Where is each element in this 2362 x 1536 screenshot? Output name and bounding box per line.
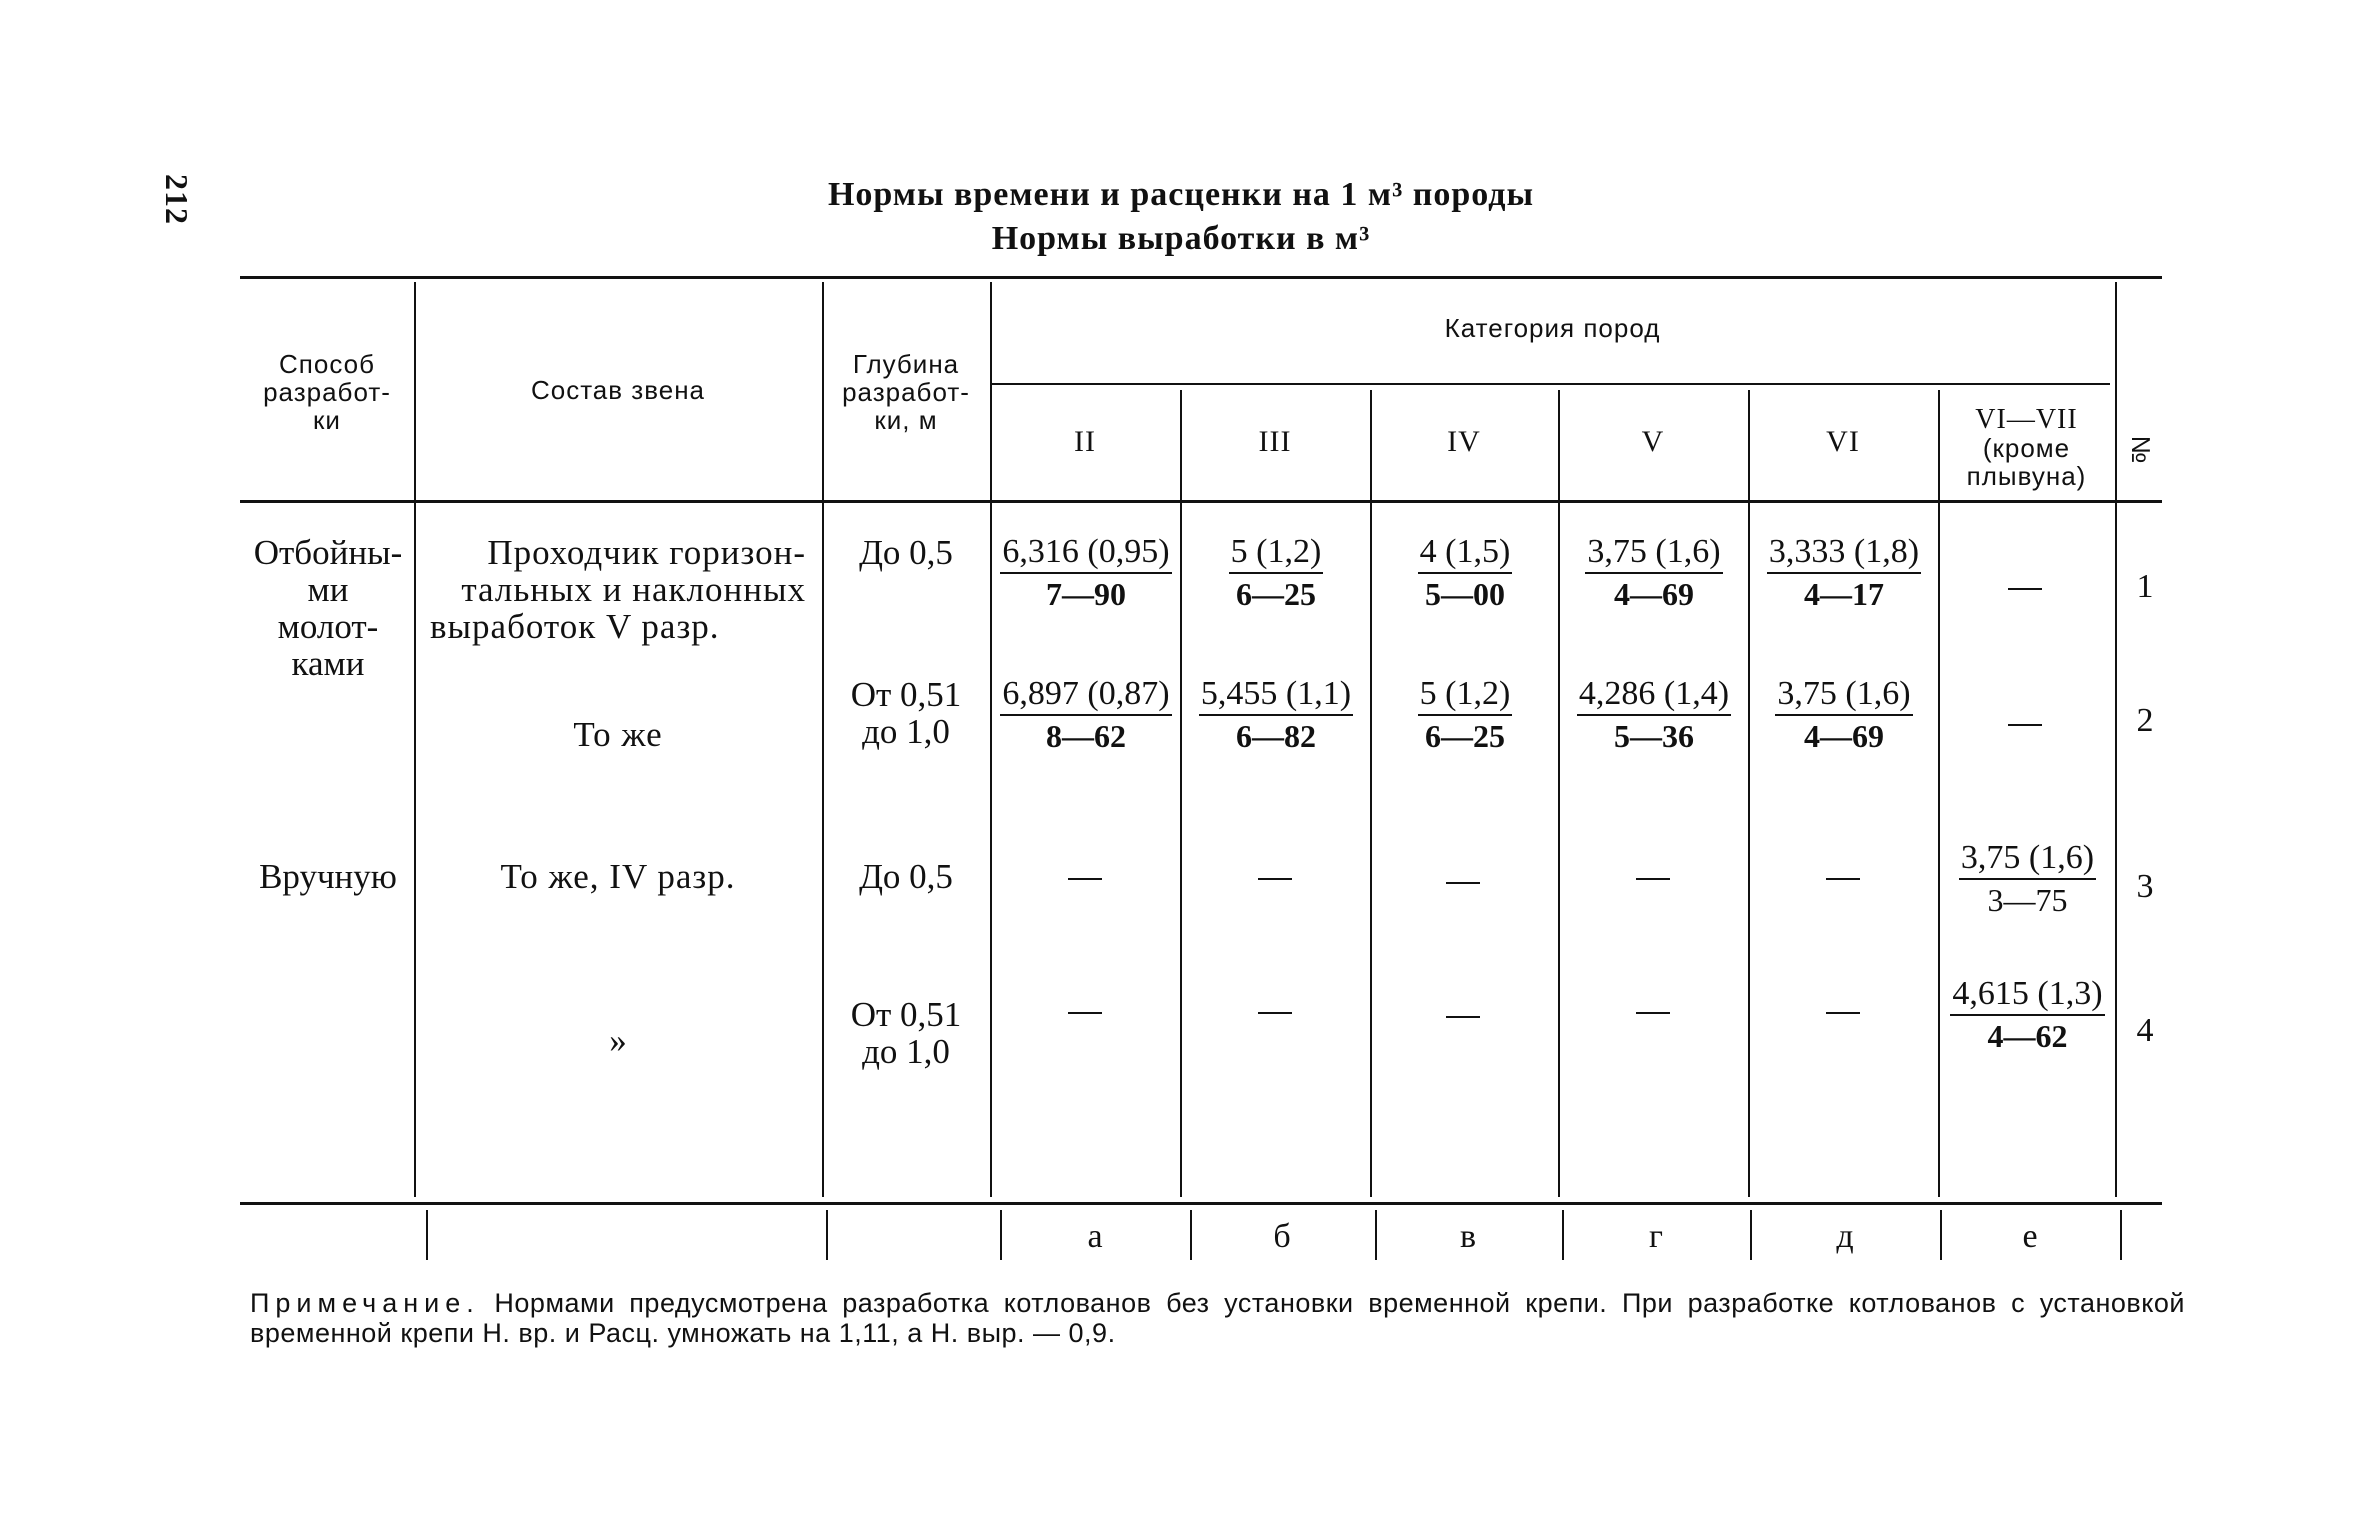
header-cat-iv: IV <box>1447 425 1481 458</box>
header-cat-last-line: VI—VII <box>1975 404 2078 435</box>
value-row1-cat-iii <box>1182 532 1370 614</box>
value-denominator: 6—82 <box>1236 718 1316 754</box>
value-denominator: 8—62 <box>1046 718 1126 754</box>
value-row2-cat-iv <box>1372 674 1558 756</box>
col-divider-6 <box>1558 390 1560 1197</box>
column-letter-g: г <box>1649 1218 1663 1255</box>
column-letter-d: д <box>1836 1218 1854 1255</box>
method-line: ками <box>291 644 365 683</box>
footer-divider-4 <box>1190 1210 1192 1260</box>
row-number-1: 1 <box>2136 568 2154 605</box>
value-numerator: 4,615 (1,3) <box>1950 974 2104 1016</box>
footer-divider-8 <box>1940 1210 1942 1260</box>
value-numerator: 3,333 (1,8) <box>1767 532 1921 574</box>
value-denominator: 6—25 <box>1425 718 1505 754</box>
column-letter-a: а <box>1087 1218 1103 1255</box>
value-denominator: 3—75 <box>1987 882 2068 918</box>
value-row4-cat-iv-dash <box>1446 1016 1480 1018</box>
crew-line: Проходчик горизон- <box>487 533 806 572</box>
col-divider-8 <box>1938 390 1940 1197</box>
footer-divider-6 <box>1562 1210 1564 1260</box>
value-row3-cat-iv-dash <box>1446 882 1480 884</box>
value-numerator: 5,455 (1,1) <box>1199 674 1353 716</box>
row-number-4: 4 <box>2136 1012 2154 1049</box>
value-row2-cat-vi-vii-dash <box>2008 724 2042 726</box>
value-row4-cat-ii-dash <box>1068 1012 1102 1014</box>
footer-divider-3 <box>1000 1210 1002 1260</box>
crew-row-2: То же <box>573 715 663 754</box>
depth-row-4 <box>822 996 990 1070</box>
header-cat-ii: II <box>1074 425 1096 458</box>
header-cat-iii: III <box>1258 425 1292 458</box>
header-cat-vi: VI <box>1826 425 1860 458</box>
value-numerator: 4,286 (1,4) <box>1577 674 1731 716</box>
table-title: Нормы времени и расценки на 1 м³ породы <box>827 176 1535 213</box>
value-row2-cat-iii <box>1182 674 1370 756</box>
footer-divider-2 <box>826 1210 828 1260</box>
method-manual: Вручную <box>259 857 397 896</box>
value-row3-cat-iii-dash <box>1258 878 1292 880</box>
value-row2-cat-ii <box>992 674 1180 756</box>
column-letter-v: в <box>1459 1218 1477 1255</box>
col-divider-9 <box>2115 282 2117 1197</box>
row-number-3: 3 <box>2136 868 2154 905</box>
crew-row-3: То же, IV разр. <box>500 857 736 896</box>
value-row4-cat-vi-dash <box>1826 1012 1860 1014</box>
table-note <box>250 1288 2185 1348</box>
value-denominator: 5—00 <box>1425 576 1505 612</box>
header-depth <box>822 350 990 434</box>
header-depth-line: Глубина <box>852 349 960 379</box>
value-denominator: 4—17 <box>1804 576 1884 612</box>
header-cat-v: V <box>1641 425 1665 458</box>
body-bottom-rule <box>240 1202 2162 1205</box>
depth-line: От 0,51 <box>850 675 962 714</box>
depth-line: до 1,0 <box>862 712 950 751</box>
value-row2-cat-v <box>1560 674 1748 756</box>
crew-row-1 <box>430 534 806 645</box>
value-numerator: 6,897 (0,87) <box>1000 674 1171 716</box>
depth-line: От 0,51 <box>850 995 962 1034</box>
col-divider-4 <box>1180 390 1182 1197</box>
header-category: Категория пород <box>1444 313 1661 343</box>
depth-row-1: До 0,5 <box>859 533 953 572</box>
col-divider-5 <box>1370 390 1372 1197</box>
value-denominator: 4—62 <box>1987 1018 2068 1054</box>
value-numerator: 3,75 (1,6) <box>1959 838 2096 880</box>
header-cat-last-line: плывуна) <box>1966 461 2087 491</box>
header-cat-last-line: (кроме <box>1982 433 2071 463</box>
value-denominator: 6—25 <box>1236 576 1316 612</box>
value-row4-cat-v-dash <box>1636 1012 1670 1014</box>
page-number: 212 <box>159 174 195 225</box>
table-subtitle: Нормы выработки в м³ <box>991 220 1371 257</box>
value-row1-cat-v <box>1560 532 1748 614</box>
footer-divider-1 <box>426 1210 428 1260</box>
value-row3-cat-v-dash <box>1636 878 1670 880</box>
value-row1-cat-vi <box>1750 532 1938 614</box>
value-row2-cat-vi <box>1750 674 1938 756</box>
value-row1-cat-vi-vii-dash <box>2008 588 2042 590</box>
value-row3-cat-vi-dash <box>1826 878 1860 880</box>
value-numerator: 5 (1,2) <box>1418 674 1513 716</box>
footer-divider-7 <box>1750 1210 1752 1260</box>
value-denominator: 5—36 <box>1614 718 1694 754</box>
header-method <box>240 350 414 434</box>
header-number: № <box>2126 435 2156 465</box>
header-cat-vi-vii <box>1938 406 2115 490</box>
method-line: молот- <box>277 607 379 646</box>
note-text: Нормами предусмотрена разработка котлованов без установки временной крепи. При разработке котлованов с установкой временной крепи Н. вр. и Расц. умножать на 1,11, а Н. выр. — 0,9. <box>250 1288 2185 1348</box>
value-numerator: 3,75 (1,6) <box>1775 674 1912 716</box>
column-letter-b: б <box>1273 1218 1291 1255</box>
value-denominator: 7—90 <box>1046 576 1126 612</box>
method-line: ми <box>307 570 349 609</box>
crew-row-4: » <box>609 1021 627 1060</box>
value-row1-cat-iv <box>1372 532 1558 614</box>
depth-row-2 <box>822 676 990 750</box>
header-method-line: ки <box>313 405 341 435</box>
category-rule <box>990 383 2110 385</box>
header-bottom-rule <box>240 500 2162 503</box>
column-letter-e: е <box>2022 1218 2038 1255</box>
value-row1-cat-ii <box>992 532 1180 614</box>
depth-line: до 1,0 <box>862 1032 950 1071</box>
crew-line: тальных и наклонных <box>461 570 806 609</box>
value-numerator: 5 (1,2) <box>1229 532 1324 574</box>
col-divider-7 <box>1748 390 1750 1197</box>
header-crew: Состав звена <box>530 375 706 405</box>
value-row3-cat-vi-vii <box>1940 838 2115 920</box>
header-method-line: Способ <box>279 349 375 379</box>
note-label: Примечание. <box>250 1288 480 1318</box>
value-numerator: 6,316 (0,95) <box>1000 532 1171 574</box>
value-denominator: 4—69 <box>1804 718 1884 754</box>
value-numerator: 4 (1,5) <box>1418 532 1513 574</box>
method-hammers <box>240 534 416 682</box>
value-row3-cat-ii-dash <box>1068 878 1102 880</box>
value-denominator: 4—69 <box>1614 576 1694 612</box>
crew-line: выработок V разр. <box>430 607 720 646</box>
value-numerator: 3,75 (1,6) <box>1585 532 1722 574</box>
footer-divider-5 <box>1375 1210 1377 1260</box>
value-row4-cat-iii-dash <box>1258 1012 1292 1014</box>
method-line: Отбойны- <box>253 533 403 572</box>
header-depth-line: разработ- <box>842 377 970 407</box>
depth-row-3: До 0,5 <box>859 857 953 896</box>
header-method-line: разработ- <box>263 377 391 407</box>
table-top-rule <box>240 276 2162 279</box>
row-number-2: 2 <box>2136 702 2154 739</box>
footer-divider-9 <box>2120 1210 2122 1260</box>
header-depth-line: ки, м <box>874 405 938 435</box>
value-row4-cat-vi-vii <box>1940 974 2115 1056</box>
